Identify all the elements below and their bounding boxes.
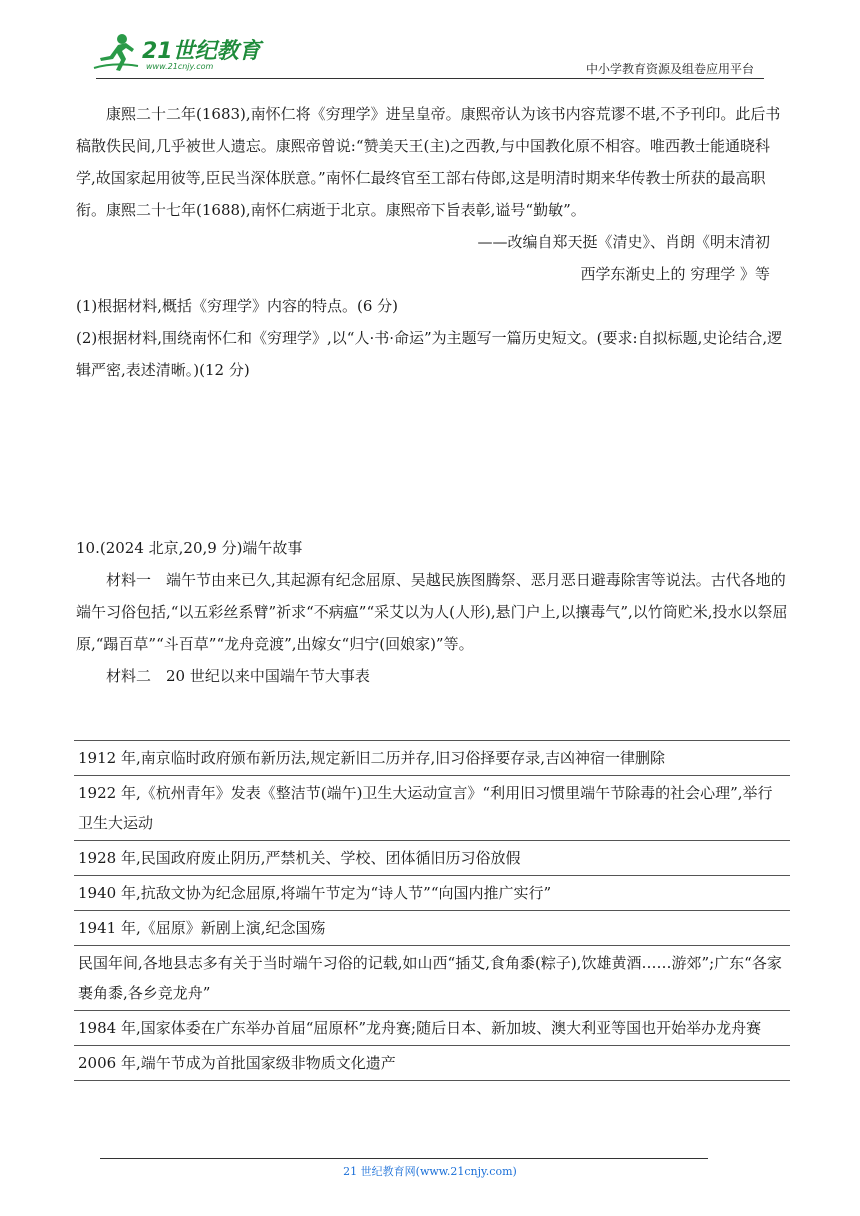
table-cell: 1984 年,国家体委在广东举办首届“屈原杯”龙舟赛;随后日本、新加坡、澳大利亚等国也开始举办龙舟赛 — [74, 1011, 790, 1046]
table-row — [74, 741, 790, 776]
table-row — [74, 1011, 790, 1046]
question-1: (1)根据材料,概括《穷理学》内容的特点。(6 分) — [76, 297, 399, 315]
table-cell: 2006 年,端午节成为首批国家级非物质文化遗产 — [74, 1046, 790, 1081]
table-cell: 1928 年,民国政府废止阴历,严禁机关、学校、团体循旧历习俗放假 — [74, 841, 790, 876]
header-divider — [96, 78, 764, 79]
problem-title: 10.(2024 北京,20,9 分)端午故事 — [76, 539, 303, 557]
events-table — [74, 740, 790, 1081]
logo-url: www.21cnjy.com — [146, 62, 214, 71]
page-header — [0, 0, 860, 90]
table-cell: 1941 年,《屈原》新剧上演,纪念国殇 — [74, 911, 790, 946]
material-nan-huairen — [76, 98, 788, 386]
source-citation-line2: 西学东渐史上的 穷理学 》等 — [580, 265, 770, 283]
problem-10 — [76, 532, 788, 692]
material-paragraph: 康熙二十二年(1683),南怀仁将《穷理学》进呈皇帝。康熙帝认为该书内容荒谬不堪,不予刊印。此后书稿散佚民间,几乎被世人遗忘。康熙帝曾说:“赞美天王(主)之西教,与中国教化原不相容。唯西教士能通晓科学,故国家起用彼等,臣民当深体朕意。”南怀仁最终官至工部右侍郎,这是明清时期来华传教士所获的最高职衔。康熙二十七年(1688),南怀仁病逝于北京。康熙帝下旨表彰,谥号“勤敏”。 — [76, 105, 781, 219]
runner-icon — [92, 32, 140, 76]
material-2-title: 材料二 20 世纪以来中国端午节大事表 — [106, 667, 370, 685]
footer-link[interactable]: 21 世纪教育网(www.21cnjy.com) — [343, 1165, 517, 1178]
table-row — [74, 876, 790, 911]
table-cell: 民国年间,各地县志多有关于当时端午习俗的记载,如山西“插艾,食角黍(粽子),饮雄黄酒……游郊”;广东“各家裹角黍,各乡竞龙舟” — [74, 946, 790, 1011]
table-cell: 1922 年,《杭州青年》发表《整洁节(端午)卫生大运动宣言》“利用旧习惯里端午节除毒的社会心理”,举行卫生大运动 — [74, 776, 790, 841]
logo-title: 21世纪教育 — [142, 39, 261, 64]
question-2: (2)根据材料,围绕南怀仁和《穷理学》,以“人·书·命运”为主题写一篇历史短文。(要求:自拟标题,史论结合,逻辑严密,表述清晰。)(12 分) — [76, 329, 783, 379]
table-row — [74, 1046, 790, 1081]
table-row — [74, 776, 790, 841]
table-cell: 1912 年,南京临时政府颁布新历法,规定新旧二历并存,旧习俗择要存录,吉凶神宿一律删除 — [74, 741, 790, 776]
material-1: 材料一 端午节由来已久,其起源有纪念屈原、吴越民族图腾祭、恶月恶日避毒除害等说法。古代各地的端午习俗包括,“以五彩丝系臂”祈求“不病瘟”“采艾以为人(人形),悬门户上,以攘毒气”,以竹筒贮米,投水以祭屈原,“蹋百草”“斗百草”“龙舟竞渡”,出嫁女“归宁(回娘家)”等。 — [76, 571, 788, 653]
table-row — [74, 946, 790, 1011]
footer-divider — [100, 1158, 708, 1159]
platform-name: 中小学教育资源及组卷应用平台 — [585, 62, 754, 76]
source-citation-line1: ——改编自郑天挺《清史》、肖朗《明末清初 — [477, 233, 770, 251]
site-logo — [92, 32, 262, 78]
table-row — [74, 911, 790, 946]
table-row — [74, 841, 790, 876]
table-cell: 1940 年,抗敌文协为纪念屈原,将端午节定为“诗人节”“向国内推广实行” — [74, 876, 790, 911]
